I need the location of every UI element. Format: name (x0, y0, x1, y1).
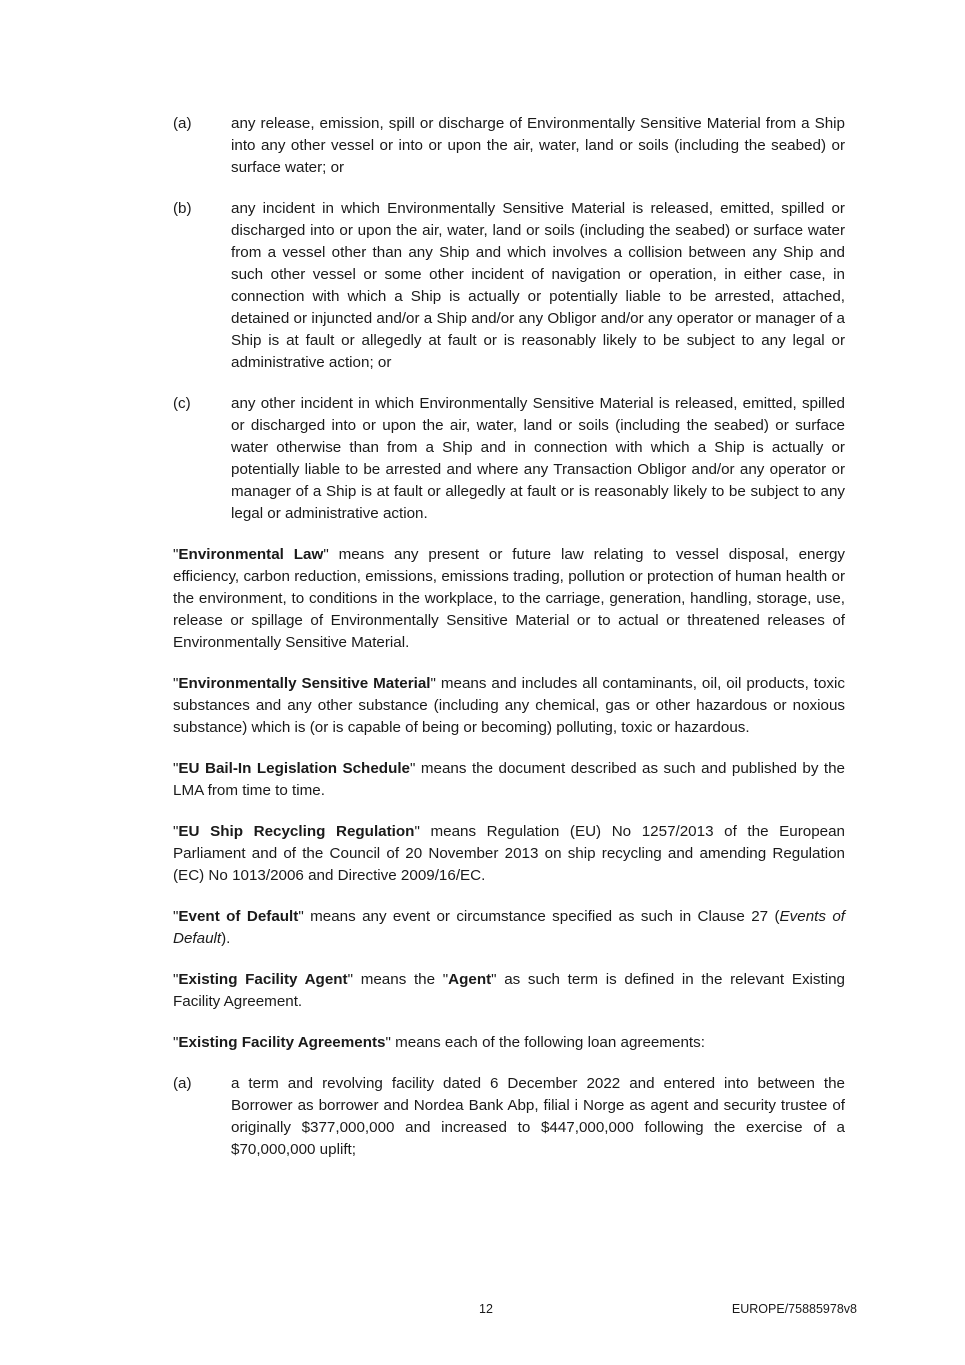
defined-term: EU Bail-In Legislation Schedule (178, 760, 411, 777)
definition-text: ). (221, 930, 231, 947)
definition-text: " as such term is defined in the relevant Existing Facility Agreement. (173, 971, 845, 1010)
list-label: (a) (173, 1075, 192, 1092)
list-label: (c) (173, 395, 191, 412)
definition-text: means any present or future law relating to vessel disposal, energy efficiency, carbon reduction, emissions, emissions trading, pollution or protection of human health or the environment, to conditions in the workplace, to the carriage, generation, handling, storage, use, release or spillage of Environmentally Sensitive Material or to actual or threatened releases of Environmentally Sensitive Material. (173, 546, 846, 651)
list-text: any release, emission, spill or discharge of Environmentally Sensitive Material from a Ship into any other vessel or into or upon the air, water, land or soils (including the seabed) or surface water; or (231, 115, 845, 176)
list-text: any other incident in which Environmentally Sensitive Material is released, emitted, spilled or discharged into or upon the air, water, land or soils (including the seabed) or surface water otherwise than from a Ship and in connection with which a Ship is actually or potentially liable to be arrested and where any Transaction Obligor and/or any operator or manager of a Ship is at fault or allegedly at fault or is reasonably likely to be subject to any legal or administrative action. (231, 395, 845, 522)
definition-text: means and includes all contaminants, oil, oil products, toxic substances and any other substance (including any chemical, gas or other hazardous or noxious substance) which is (or is capable of being or becoming) polluting, toxic or hazardous. (173, 675, 845, 736)
list-label: (b) (173, 200, 192, 217)
definition-environmental-law: "Environmental Law" means any present or future law relating to vessel disposal, energy efficiency, carbon reduction, emissions, emissions trading, pollution or protection of human health or the environment, to conditions in the workplace, to the carriage, generation, handling, storage, use, release or spillage of Environmentally Sensitive Material or to actual or threatened releases of Environmentally Sensitive Material. (173, 546, 846, 651)
definition-eu-bail-in: "EU Bail-In Legislation Schedule" means the document described as such and published by the LMA from time to time. (173, 760, 845, 799)
list-text: a term and revolving facility dated 6 December 2022 and entered into between the Borrower as borrower and Nordea Bank Abp, filial i Norge as agent and security trustee of originally $377,000,000 and increased to $447,000,000 following the exercise of a $70,000,000 uplift; (231, 1075, 845, 1158)
definition-text: means the document described as such and published by the LMA from time to time. (173, 760, 845, 799)
definition-text: means any event or circumstance specified as such in Clause 27 ( (303, 908, 780, 925)
page-number: 12 (479, 1302, 493, 1316)
list-item-a (173, 1073, 845, 1161)
definition-event-of-default: "Event of Default" means any event or circumstance specified as such in Clause 27 (Events of Default). (173, 908, 846, 947)
defined-term: Agent (448, 971, 492, 988)
defined-term: Existing Facility Agent (178, 971, 348, 988)
clause-reference: Events of Default (173, 908, 846, 947)
defined-term: Environmental Law (178, 546, 324, 563)
definition-existing-facility-agent: "Existing Facility Agent" means the "Agent" as such term is defined in the relevant Existing Facility Agreement. (173, 971, 845, 1010)
defined-term: EU Ship Recycling Regulation (178, 823, 415, 840)
defined-term: Event of Default (178, 908, 299, 925)
defined-term: Existing Facility Agreements (178, 1034, 386, 1051)
document-body (173, 113, 845, 1180)
definition-environmentally-sensitive-material: "Environmentally Sensitive Material" means and includes all contaminants, oil, oil products, toxic substances and any other substance (including any chemical, gas or other hazardous or noxious substance) which is (or is capable of being or becoming) polluting, toxic or hazardous. (173, 675, 845, 736)
definition-text: means the " (353, 971, 449, 988)
list-item-c (173, 393, 845, 525)
definition-text: means Regulation (EU) No 1257/2013 of the European Parliament and of the Council of 20 November 2013 on ship recycling and amending Regulation (EC) No 1013/2006 and Directive 2009/16/EC. (173, 823, 845, 884)
list-label: (a) (173, 115, 192, 132)
list-item-b (173, 198, 845, 374)
definition-text: means each of the following loan agreements: (390, 1034, 705, 1051)
definition-eu-ship-recycling: "EU Ship Recycling Regulation" means Regulation (EU) No 1257/2013 of the European Parliament and of the Council of 20 November 2013 on ship recycling and amending Regulation (EC) No 1013/2006 and Directive 2009/16/EC. (173, 823, 845, 884)
list-item-a (173, 113, 845, 179)
defined-term: Environmentally Sensitive Material (178, 675, 431, 692)
definition-existing-facility-agreements: "Existing Facility Agreements" means each of the following loan agreements: (173, 1034, 705, 1051)
document-reference: EUROPE/75885978v8 (731, 1302, 857, 1316)
list-text: any incident in which Environmentally Sensitive Material is released, emitted, spilled or discharged into or upon the air, water, land or soils (including the seabed) or surface water from a vessel other than any Ship and which involves a collision between any Ship and such other vessel or some other incident of navigation or operation, in either case, in connection with which a Ship is actually or potentially liable to be arrested, attached, detained or injuncted and/or a Ship and/or any Obligor and/or any operator or manager of a Ship is at fault or allegedly at fault or is reasonably likely to be subject to any legal or administrative action; or (231, 200, 845, 371)
